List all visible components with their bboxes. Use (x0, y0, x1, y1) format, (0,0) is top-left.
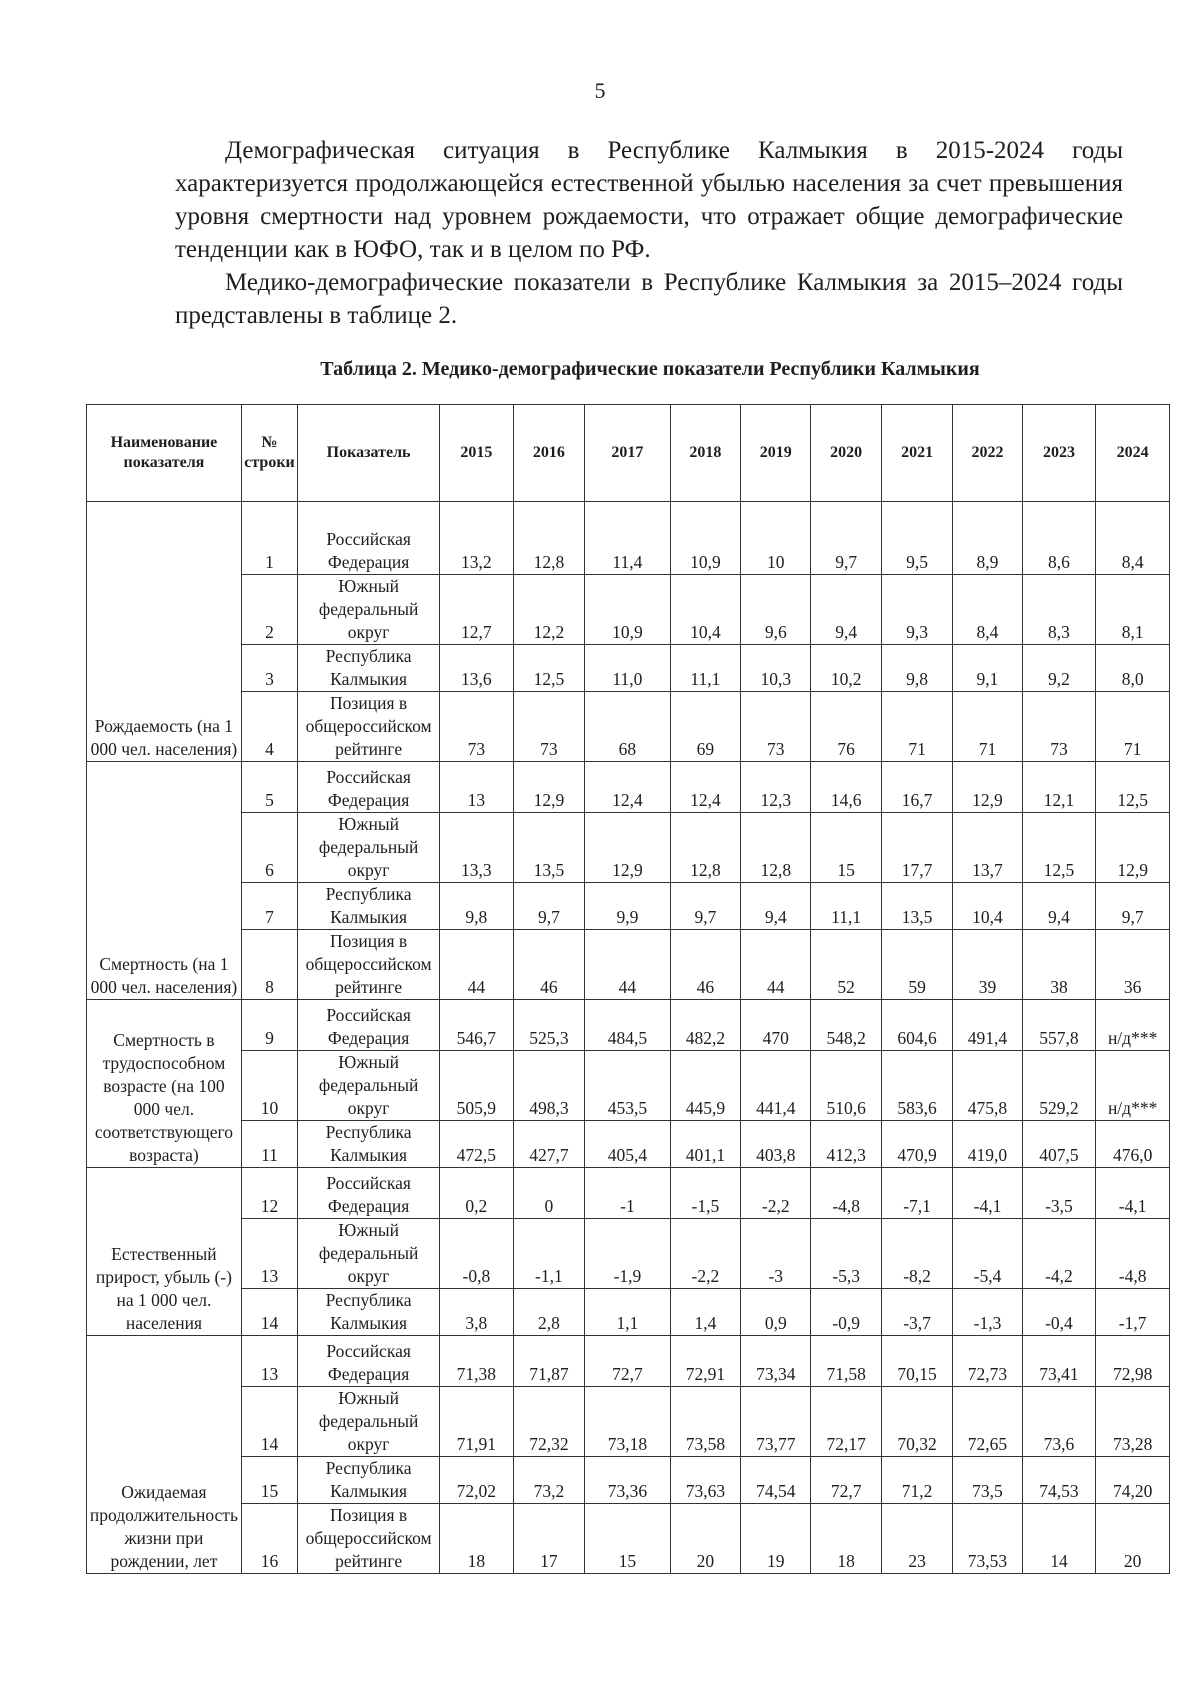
value-cell: 419,0 (953, 1121, 1022, 1168)
value-cell: -7,1 (881, 1168, 952, 1219)
value-cell: 12,9 (585, 813, 671, 883)
value-cell: 12,8 (741, 813, 811, 883)
table-caption: Таблица 2. Медико-демографические показатели Республики Калмыкия (320, 358, 980, 380)
value-cell: 475,8 (953, 1051, 1022, 1121)
value-cell: 73,41 (1022, 1336, 1096, 1387)
indicator-label: Республика Калмыкия (298, 1121, 440, 1168)
value-cell: 0,9 (741, 1289, 811, 1336)
row-number: 10 (241, 1051, 297, 1121)
indicator-label: Южный федеральный округ (298, 1219, 440, 1289)
indicator-group-name: Рождаемость (на 1 000 чел. населения) (87, 502, 242, 762)
value-cell: 52 (811, 930, 881, 1000)
value-cell: 12,5 (513, 645, 584, 692)
value-cell: -3,5 (1022, 1168, 1096, 1219)
table-row (87, 1121, 1170, 1168)
value-cell: 401,1 (670, 1121, 740, 1168)
row-number: 3 (241, 645, 297, 692)
value-cell: 9,6 (741, 575, 811, 645)
value-cell: 44 (585, 930, 671, 1000)
value-cell: 12,8 (670, 813, 740, 883)
table-body (87, 502, 1170, 1574)
value-cell: 0 (513, 1168, 584, 1219)
value-cell: 10,2 (811, 645, 881, 692)
indicator-label: Российская Федерация (298, 1168, 440, 1219)
value-cell: 16,7 (881, 762, 952, 813)
value-cell: 3,8 (440, 1289, 514, 1336)
value-cell: 13,6 (440, 645, 514, 692)
value-cell: -1,7 (1096, 1289, 1170, 1336)
indicator-label: Российская Федерация (298, 762, 440, 813)
value-cell: 12,2 (513, 575, 584, 645)
value-cell: 0,2 (440, 1168, 514, 1219)
value-cell: 470 (741, 1000, 811, 1051)
table-row (87, 645, 1170, 692)
value-cell: 9,1 (953, 645, 1022, 692)
value-cell: 73,53 (953, 1504, 1022, 1574)
row-number: 14 (241, 1289, 297, 1336)
value-cell: 23 (881, 1504, 952, 1574)
value-cell: 9,3 (881, 575, 952, 645)
table-row (87, 1457, 1170, 1504)
table-row (87, 930, 1170, 1000)
value-cell: 498,3 (513, 1051, 584, 1121)
row-number: 14 (241, 1387, 297, 1457)
value-cell: 71,91 (440, 1387, 514, 1457)
value-cell: 71 (1096, 692, 1170, 762)
value-cell: 13,2 (440, 502, 514, 575)
intro-paragraph: Медико-демографические показатели в Республике Калмыкия за 2015–2024 годы представлены в таблице 2. (175, 269, 1123, 329)
indicator-label: Позиция в общероссийском рейтинге (298, 930, 440, 1000)
value-cell: 69 (670, 692, 740, 762)
value-cell: 525,3 (513, 1000, 584, 1051)
value-cell: 403,8 (741, 1121, 811, 1168)
value-cell: 72,7 (585, 1336, 671, 1387)
value-cell: 12,1 (1022, 762, 1096, 813)
value-cell: -4,1 (953, 1168, 1022, 1219)
value-cell: 510,6 (811, 1051, 881, 1121)
value-cell: 604,6 (881, 1000, 952, 1051)
table-row (87, 692, 1170, 762)
value-cell: 38 (1022, 930, 1096, 1000)
value-cell: -3 (741, 1219, 811, 1289)
value-cell: 10,9 (585, 575, 671, 645)
value-cell: 412,3 (811, 1121, 881, 1168)
value-cell: 12,5 (1096, 762, 1170, 813)
page-number: 5 (594, 78, 606, 103)
indicator-group-name: Ожидаемая продолжительность жизни при рождении, лет (87, 1336, 242, 1574)
header-year: 2015 (440, 405, 514, 502)
value-cell: 74,54 (741, 1457, 811, 1504)
value-cell: 12,7 (440, 575, 514, 645)
value-cell: 9,4 (741, 883, 811, 930)
value-cell: 8,0 (1096, 645, 1170, 692)
value-cell: 71,38 (440, 1336, 514, 1387)
indicator-label: Российская Федерация (298, 502, 440, 575)
value-cell: -1,3 (953, 1289, 1022, 1336)
value-cell: 73,28 (1096, 1387, 1170, 1457)
value-cell: 20 (1096, 1504, 1170, 1574)
value-cell: 11,0 (585, 645, 671, 692)
table-row (87, 762, 1170, 813)
header-year: 2016 (513, 405, 584, 502)
table-row (87, 813, 1170, 883)
value-cell: 73 (440, 692, 514, 762)
value-cell: 9,4 (811, 575, 881, 645)
value-cell: 13,5 (513, 813, 584, 883)
value-cell: 59 (881, 930, 952, 1000)
row-number: 12 (241, 1168, 297, 1219)
value-cell: -0,8 (440, 1219, 514, 1289)
value-cell: 8,9 (953, 502, 1022, 575)
value-cell: 46 (670, 930, 740, 1000)
value-cell: 427,7 (513, 1121, 584, 1168)
value-cell: 13,5 (881, 883, 952, 930)
header-year: 2022 (953, 405, 1022, 502)
value-cell: н/д*** (1096, 1000, 1170, 1051)
row-number: 15 (241, 1457, 297, 1504)
table-row (87, 1336, 1170, 1387)
value-cell: 73,5 (953, 1457, 1022, 1504)
value-cell: 13 (440, 762, 514, 813)
value-cell: 73 (741, 692, 811, 762)
indicator-label: Республика Калмыкия (298, 883, 440, 930)
value-cell: 9,7 (811, 502, 881, 575)
value-cell: 9,2 (1022, 645, 1096, 692)
value-cell: -1,1 (513, 1219, 584, 1289)
value-cell: 73,2 (513, 1457, 584, 1504)
value-cell: 44 (741, 930, 811, 1000)
value-cell: 548,2 (811, 1000, 881, 1051)
value-cell: 445,9 (670, 1051, 740, 1121)
value-cell: 12,9 (1096, 813, 1170, 883)
value-cell: 10,3 (741, 645, 811, 692)
value-cell: -3,7 (881, 1289, 952, 1336)
indicator-label: Южный федеральный округ (298, 813, 440, 883)
value-cell: 72,02 (440, 1457, 514, 1504)
value-cell: 72,17 (811, 1387, 881, 1457)
value-cell: 72,91 (670, 1336, 740, 1387)
header-indicator-name: Наименование показателя (87, 405, 242, 502)
value-cell: 12,4 (585, 762, 671, 813)
row-number: 2 (241, 575, 297, 645)
value-cell: 39 (953, 930, 1022, 1000)
value-cell: 74,20 (1096, 1457, 1170, 1504)
value-cell: 557,8 (1022, 1000, 1096, 1051)
value-cell: 19 (741, 1504, 811, 1574)
row-number: 8 (241, 930, 297, 1000)
value-cell: -5,3 (811, 1219, 881, 1289)
value-cell: 70,32 (881, 1387, 952, 1457)
value-cell: 15 (811, 813, 881, 883)
value-cell: -1,5 (670, 1168, 740, 1219)
indicator-label: Позиция в общероссийском рейтинге (298, 692, 440, 762)
row-number: 9 (241, 1000, 297, 1051)
header-year: 2024 (1096, 405, 1170, 502)
value-cell: 73,58 (670, 1387, 740, 1457)
value-cell: 73 (513, 692, 584, 762)
value-cell: 9,7 (670, 883, 740, 930)
value-cell: н/д*** (1096, 1051, 1170, 1121)
table-row (87, 1504, 1170, 1574)
value-cell: 72,98 (1096, 1336, 1170, 1387)
indicator-label: Российская Федерация (298, 1336, 440, 1387)
value-cell: 11,4 (585, 502, 671, 575)
value-cell: 12,3 (741, 762, 811, 813)
value-cell: 10,4 (670, 575, 740, 645)
value-cell: -4,1 (1096, 1168, 1170, 1219)
value-cell: 18 (440, 1504, 514, 1574)
table-row (87, 1219, 1170, 1289)
table-row (87, 1289, 1170, 1336)
value-cell: 12,9 (953, 762, 1022, 813)
header-year: 2021 (881, 405, 952, 502)
row-number: 5 (241, 762, 297, 813)
value-cell: 73,63 (670, 1457, 740, 1504)
value-cell: 484,5 (585, 1000, 671, 1051)
value-cell: 8,6 (1022, 502, 1096, 575)
demographic-table (86, 404, 1170, 1574)
value-cell: 11,1 (811, 883, 881, 930)
value-cell: 8,3 (1022, 575, 1096, 645)
table-header-row (87, 405, 1170, 502)
value-cell: 453,5 (585, 1051, 671, 1121)
value-cell: 36 (1096, 930, 1170, 1000)
value-cell: -4,2 (1022, 1219, 1096, 1289)
table-row (87, 1168, 1170, 1219)
value-cell: 8,4 (953, 575, 1022, 645)
value-cell: 8,4 (1096, 502, 1170, 575)
table-row (87, 1000, 1170, 1051)
value-cell: 72,73 (953, 1336, 1022, 1387)
header-year: 2017 (585, 405, 671, 502)
value-cell: 71,58 (811, 1336, 881, 1387)
indicator-label: Позиция в общероссийском рейтинге (298, 1504, 440, 1574)
value-cell: -0,9 (811, 1289, 881, 1336)
value-cell: 2,8 (513, 1289, 584, 1336)
row-number: 1 (241, 502, 297, 575)
intro-text (175, 134, 1123, 332)
value-cell: 71 (881, 692, 952, 762)
value-cell: 13,3 (440, 813, 514, 883)
value-cell: -5,4 (953, 1219, 1022, 1289)
table-row (87, 502, 1170, 575)
value-cell: 1,4 (670, 1289, 740, 1336)
value-cell: 17 (513, 1504, 584, 1574)
indicator-label: Южный федеральный округ (298, 1387, 440, 1457)
value-cell: 583,6 (881, 1051, 952, 1121)
header-indicator: Показатель (298, 405, 440, 502)
header-year: 2018 (670, 405, 740, 502)
value-cell: -2,2 (741, 1168, 811, 1219)
indicator-label: Южный федеральный округ (298, 575, 440, 645)
value-cell: 44 (440, 930, 514, 1000)
value-cell: 470,9 (881, 1121, 952, 1168)
row-number: 4 (241, 692, 297, 762)
value-cell: 13,7 (953, 813, 1022, 883)
value-cell: 15 (585, 1504, 671, 1574)
table-row (87, 575, 1170, 645)
value-cell: 12,5 (1022, 813, 1096, 883)
value-cell: 482,2 (670, 1000, 740, 1051)
value-cell: 12,4 (670, 762, 740, 813)
value-cell: 72,65 (953, 1387, 1022, 1457)
value-cell: 20 (670, 1504, 740, 1574)
header-year: 2020 (811, 405, 881, 502)
value-cell: 74,53 (1022, 1457, 1096, 1504)
indicator-group-name: Смертность (на 1 000 чел. населения) (87, 762, 242, 1000)
value-cell: 71,87 (513, 1336, 584, 1387)
value-cell: 73,36 (585, 1457, 671, 1504)
value-cell: 10 (741, 502, 811, 575)
value-cell: 529,2 (1022, 1051, 1096, 1121)
header-row-no: № строки (241, 405, 297, 502)
value-cell: 46 (513, 930, 584, 1000)
row-number: 6 (241, 813, 297, 883)
indicator-label: Республика Калмыкия (298, 1457, 440, 1504)
indicator-label: Республика Калмыкия (298, 1289, 440, 1336)
value-cell: 491,4 (953, 1000, 1022, 1051)
indicator-label: Российская Федерация (298, 1000, 440, 1051)
value-cell: 9,7 (1096, 883, 1170, 930)
value-cell: 12,8 (513, 502, 584, 575)
row-number: 13 (241, 1336, 297, 1387)
value-cell: -0,4 (1022, 1289, 1096, 1336)
value-cell: -1,9 (585, 1219, 671, 1289)
value-cell: 14,6 (811, 762, 881, 813)
value-cell: 476,0 (1096, 1121, 1170, 1168)
value-cell: 73,18 (585, 1387, 671, 1457)
value-cell: 17,7 (881, 813, 952, 883)
value-cell: 546,7 (440, 1000, 514, 1051)
indicator-label: Южный федеральный округ (298, 1051, 440, 1121)
table-row (87, 1387, 1170, 1457)
indicator-group-name: Естественный прирост, убыль (-) на 1 000 чел. населения (87, 1168, 242, 1336)
value-cell: 76 (811, 692, 881, 762)
value-cell: 10,4 (953, 883, 1022, 930)
value-cell: -4,8 (811, 1168, 881, 1219)
value-cell: 68 (585, 692, 671, 762)
value-cell: 14 (1022, 1504, 1096, 1574)
intro-paragraph: Демографическая ситуация в Республике Калмыкия в 2015-2024 годы характеризуется продолжающейся естественной убылью населения за счет превышения уровня смертности над уровнем рождаемости, что отражает общие демографические тенденции как в ЮФО, так и в целом по РФ. (175, 137, 1123, 263)
value-cell: 12,9 (513, 762, 584, 813)
value-cell: 405,4 (585, 1121, 671, 1168)
value-cell: -2,2 (670, 1219, 740, 1289)
value-cell: 472,5 (440, 1121, 514, 1168)
value-cell: 9,7 (513, 883, 584, 930)
table-row (87, 1051, 1170, 1121)
value-cell: 18 (811, 1504, 881, 1574)
value-cell: -8,2 (881, 1219, 952, 1289)
row-number: 13 (241, 1219, 297, 1289)
value-cell: 73 (1022, 692, 1096, 762)
header-year: 2023 (1022, 405, 1096, 502)
table-row (87, 883, 1170, 930)
value-cell: 8,1 (1096, 575, 1170, 645)
value-cell: 1,1 (585, 1289, 671, 1336)
value-cell: 11,1 (670, 645, 740, 692)
value-cell: -4,8 (1096, 1219, 1170, 1289)
value-cell: 9,9 (585, 883, 671, 930)
value-cell: 407,5 (1022, 1121, 1096, 1168)
value-cell: 9,5 (881, 502, 952, 575)
value-cell: 73,34 (741, 1336, 811, 1387)
value-cell: 72,32 (513, 1387, 584, 1457)
row-number: 7 (241, 883, 297, 930)
row-number: 11 (241, 1121, 297, 1168)
value-cell: 70,15 (881, 1336, 952, 1387)
value-cell: 71 (953, 692, 1022, 762)
value-cell: 9,4 (1022, 883, 1096, 930)
value-cell: 72,7 (811, 1457, 881, 1504)
value-cell: 9,8 (440, 883, 514, 930)
value-cell: 73,77 (741, 1387, 811, 1457)
value-cell: 71,2 (881, 1457, 952, 1504)
header-year: 2019 (741, 405, 811, 502)
value-cell: 9,8 (881, 645, 952, 692)
value-cell: 73,6 (1022, 1387, 1096, 1457)
value-cell: 441,4 (741, 1051, 811, 1121)
indicator-group-name: Смертность в трудоспособном возрасте (на 100 000 чел. соответствующего возраста) (87, 1000, 242, 1168)
value-cell: -1 (585, 1168, 671, 1219)
value-cell: 10,9 (670, 502, 740, 575)
row-number: 16 (241, 1504, 297, 1574)
indicator-label: Республика Калмыкия (298, 645, 440, 692)
value-cell: 505,9 (440, 1051, 514, 1121)
